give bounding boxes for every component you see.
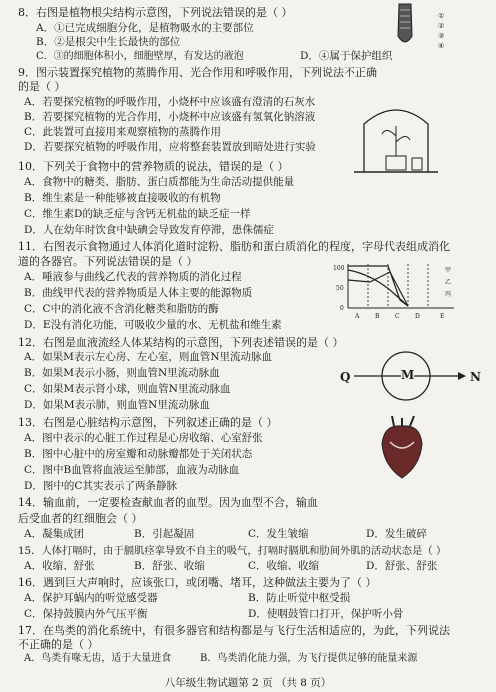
- q15-option-a: A．收缩、舒张: [24, 560, 95, 572]
- q13-option-d: D．图中的C其实表示了两条静脉: [24, 480, 177, 492]
- q9-option-b: B．若要探究植物的光合作用，小烧杯中应该盛有氢氧化钠溶液: [24, 111, 316, 123]
- q17-stem-line1: 17．在鸟类的消化系统中，有很多器官和结构都是与飞行生活相适应的，为此，下列说法: [18, 624, 450, 637]
- q8-stem: 8．右图是植物根尖结构示意图，下列说法错误的是（ ）: [18, 6, 293, 19]
- chart-y-100: 100: [333, 265, 345, 272]
- q12-option-c: C．如果M表示肾小球，则血管N里流动脉血: [24, 383, 231, 395]
- q15-option-b: B．舒张、收缩: [134, 560, 205, 572]
- q10-stem: 10．下列关于食物中的营养物质的说法，错误的是（ ）: [18, 160, 289, 173]
- q9-stem-line2: 的是（ ）: [18, 80, 66, 93]
- q12-option-a: A．如果M表示左心房、左心室，则血管N里流动脉血: [24, 351, 273, 363]
- q9-stem-line1: 9．图示装置探究植物的蒸腾作用、光合作用和呼吸作用，下列说法不正确: [18, 66, 377, 79]
- q14-stem-line1: 14．输血前，一定要检查献血者的血型。因为血型不合，输血: [18, 496, 318, 509]
- q16-option-d: D．使咽鼓管口打开，保护听小骨: [248, 608, 404, 620]
- q16-option-a: A．保护耳蜗内的听觉感受器: [24, 592, 158, 604]
- q8-option-a: A．①已完成细胞分化，是植物吸水的主要部位: [36, 22, 254, 34]
- chart-y-0: 0: [340, 305, 344, 312]
- chart-series-yi: 乙: [445, 279, 452, 286]
- q11-option-a: A．唾液参与曲线乙代表的营养物质的消化过程: [24, 271, 242, 283]
- q14-option-d: D．发生破碎: [366, 528, 427, 540]
- q9-option-a: A．若要探究植物的呼吸作用，小烧杯中应该盛有澄清的石灰水: [24, 96, 316, 108]
- q11-option-c: C．C中的消化液不含消化糖类和脂肪的酶: [24, 303, 219, 315]
- page-footer: 八年级生物试题第 2 页 （共 8 页）: [164, 677, 332, 689]
- q8-option-b: B．②是根尖中生长最快的部位: [36, 36, 181, 48]
- q14-option-b: B．引起凝固: [134, 528, 195, 540]
- q8-option-c: C．③的细胞体积小，细胞壁厚，有发达的液泡: [36, 51, 244, 62]
- q8-option-d: D．④属于保护组织: [300, 50, 393, 62]
- q14-option-a: A．凝集成团: [24, 528, 85, 540]
- q16-stem: 16．遇到巨大声响时，应该张口，或闭嘴、堵耳，这种做法主要为了（ ）: [18, 576, 377, 589]
- chart-x-a: A: [355, 313, 360, 320]
- q13-stem: 13．右图是心脏结构示意图，下列叙述正确的是（ ）: [18, 416, 278, 429]
- q13-option-b: B．图中心脏中的房室瓣和动脉瓣都处于关闭状态: [24, 448, 253, 460]
- q11-stem-line2: 道的各器官。下列说法错误的是（ ）: [18, 255, 198, 268]
- root-label-2: ②: [438, 22, 445, 30]
- q14-option-c: C．发生皱缩: [248, 528, 309, 540]
- chart-x-b: B: [375, 313, 380, 320]
- q10-option-b: B．维生素是一种能够被直接吸收的有机物: [24, 192, 221, 204]
- q12-stem: 12．右图是血液流经人体某结构的示意图，下列表述错误的是（ ）: [18, 336, 344, 349]
- diagram-label-m: M: [401, 368, 415, 382]
- chart-y-50: 50: [336, 285, 344, 292]
- q13-option-c: C．图中B血管将血液运至肺部，血液为动脉血: [24, 464, 240, 476]
- q15-stem: 15．人体打嗝时，由于膈肌痉挛导致不自主的吸气，打嗝时膈肌和肋间外肌的活动状态是（ ）: [18, 545, 447, 557]
- q17-stem-line2: 不正确的是（ ）: [18, 638, 99, 651]
- root-label-1: ①: [438, 12, 445, 20]
- q10-option-d: D．人在幼年时饮食中缺碘会导致发育停滞，患侏儒症: [24, 224, 274, 236]
- bell-jar-figure: [346, 96, 446, 182]
- q11-stem-line1: 11．右图表示食物通过人体消化道时淀粉、脂肪和蛋白质消化的程度，字母代表组成消化: [18, 240, 450, 253]
- q9-option-c: C．此装置可直接用来观察植物的蒸腾作用: [24, 126, 222, 138]
- q12-option-d: D．如果M表示肺，则血管N里流动脉血: [24, 399, 210, 411]
- q11-option-d: D．E没有消化功能，可吸收少量的水、无机盐和维生素: [24, 319, 282, 331]
- chart-series-jia: 甲: [445, 267, 452, 274]
- q10-option-c: C．维生素D的缺乏症与含钙无机盐的缺乏症一样: [24, 208, 251, 220]
- diagram-label-n: N: [470, 370, 481, 384]
- chart-x-d: D: [415, 313, 420, 320]
- q14-stem-line2: 后受血者的红细胞会（ ）: [18, 512, 143, 525]
- q12-option-b: B．如果M表示小肠，则血管N里流动脉血: [24, 367, 220, 379]
- q13-option-a: A．图中表示的心脏工作过程是心房收缩、心室舒张: [24, 432, 263, 444]
- q16-option-c: C．保持鼓膜内外气压平衡: [24, 608, 148, 620]
- q11-option-b: B．曲线甲代表的营养物质是人体主要的能源物质: [24, 287, 253, 299]
- chart-series-bing: 丙: [445, 291, 452, 298]
- chart-x-e: E: [440, 313, 445, 320]
- q9-option-d: D．若要探究植物的呼吸作用，应将整套装置放到暗处进行实验: [24, 141, 316, 153]
- root-tip-figure: [385, 2, 425, 50]
- diagram-label-q: Q: [340, 370, 351, 384]
- q15-option-c: C．收缩、收缩: [248, 560, 320, 572]
- digestion-chart-figure: [330, 260, 458, 318]
- q10-option-a: A．食物中的糖类、脂肪、蛋白质都能为生命活动提供能量: [24, 176, 295, 188]
- q15-option-d: D．舒张、舒张: [366, 560, 438, 572]
- heart-figure: [372, 414, 432, 482]
- root-label-3: ③: [438, 32, 445, 40]
- q17-option-a: A．鸟类有喙无齿，适于大量进食: [24, 653, 172, 664]
- q16-option-b: B．防止听觉中枢受损: [248, 592, 351, 604]
- root-label-4: ④: [438, 42, 445, 50]
- chart-x-c: C: [395, 313, 400, 320]
- q17-option-b: B．鸟类消化能力强，为飞行提供足够的能量来源: [200, 653, 418, 664]
